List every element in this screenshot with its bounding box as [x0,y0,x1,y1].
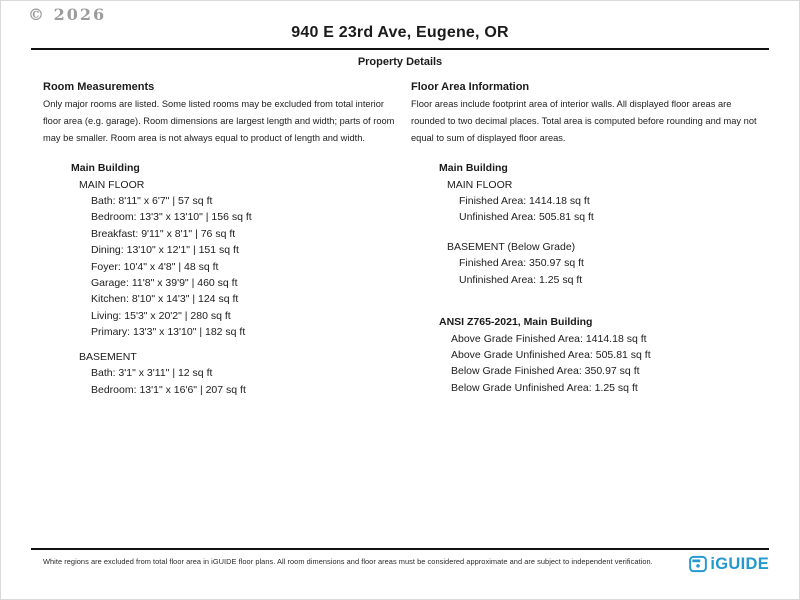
copyright-watermark: © 2026 [28,5,107,24]
page-footer [1,548,799,573]
page-header [1,1,799,68]
room-measurements-title: Room Measurements [43,81,155,93]
room-entry: Breakfast: 9'11" x 8'1" | 76 sq ft [91,227,236,240]
room-entry: Bath: 8'11" x 6'7" | 57 sq ft [91,195,213,207]
room-entry: Kitchen: 8'10" x 14'3" | 124 sq ft [91,293,239,306]
header-divider [31,48,769,50]
floor-area-title: Floor Area Information [411,81,530,93]
iguide-logo [689,555,769,573]
room-entry: Living: 15'3" x 20'2" | 280 sq ft [91,309,231,322]
content-columns [1,81,799,398]
floor-name: BASEMENT [79,350,137,363]
room-measurements-description: Only major rooms are listed. Some listed rooms may be excluded from total interior floor area (e.g. garage). Room dimensions are largest length and width; parts of room may be smaller. Room area is not always equal to product of length and width. [43,99,395,143]
floor-area-description: Floor areas include footprint area of interior walls. All displayed floor areas are rounded to two decimal places. Total area is computed before rounding and may not equal to sum of displayed floor areas. [411,99,757,143]
building-name: Main Building [439,162,508,174]
page-title: 940 E 23rd Ave, Eugene, OR [291,24,509,41]
floor-name: BASEMENT (Below Grade) [447,240,576,253]
room-entry: Bedroom: 13'1" x 16'6" | 207 sq ft [91,383,246,396]
footer-divider [31,548,769,550]
floor-area-main-floor [411,177,767,226]
floor-main-floor [43,177,399,341]
floor-name: MAIN FLOOR [79,178,145,191]
ansi-title: ANSI Z765-2021, Main Building [439,316,593,329]
area-entry: Unfinished Area: 1.25 sq ft [459,273,583,286]
ansi-area-entry: Below Grade Unfinished Area: 1.25 sq ft [451,381,638,394]
floor-area-basement [411,239,767,288]
floor-area-section [411,81,767,398]
footer-disclaimer: White regions are excluded from total floor area in iGUIDE floor plans. All room dimensions and floor areas must be considered approximate and are subject to independent verification. [43,557,653,566]
area-entry: Finished Area: 350.97 sq ft [459,257,584,270]
room-entry: Dining: 13'10" x 12'1" | 151 sq ft [91,244,239,257]
room-entry: Primary: 13'3" x 13'10" | 182 sq ft [91,326,246,339]
room-entry: Bath: 3'1" x 3'11" | 12 sq ft [91,367,213,380]
iguide-camera-icon [689,555,707,573]
room-entry: Garage: 11'8" x 39'9" | 460 sq ft [91,277,238,290]
ansi-standard-section [411,314,767,396]
room-entry: Bedroom: 13'3" x 13'10" | 156 sq ft [91,211,252,224]
room-measurements-section [43,81,399,398]
iguide-logo-text: iGUIDE [710,555,769,573]
floor-name: MAIN FLOOR [447,178,513,191]
area-entry: Unfinished Area: 505.81 sq ft [459,211,594,224]
ansi-area-entry: Above Grade Finished Area: 1414.18 sq ft [451,332,647,345]
floor-basement [43,349,399,398]
room-entry: Foyer: 10'4" x 4'8" | 48 sq ft [91,260,219,273]
building-name: Main Building [71,162,140,174]
ansi-area-entry: Above Grade Unfinished Area: 505.81 sq ft [451,349,651,362]
room-measurements-building [43,160,399,398]
ansi-area-entry: Below Grade Finished Area: 350.97 sq ft [451,365,640,378]
area-entry: Finished Area: 1414.18 sq ft [459,195,590,207]
floor-area-building [411,160,767,288]
page-subtitle: Property Details [357,56,443,68]
